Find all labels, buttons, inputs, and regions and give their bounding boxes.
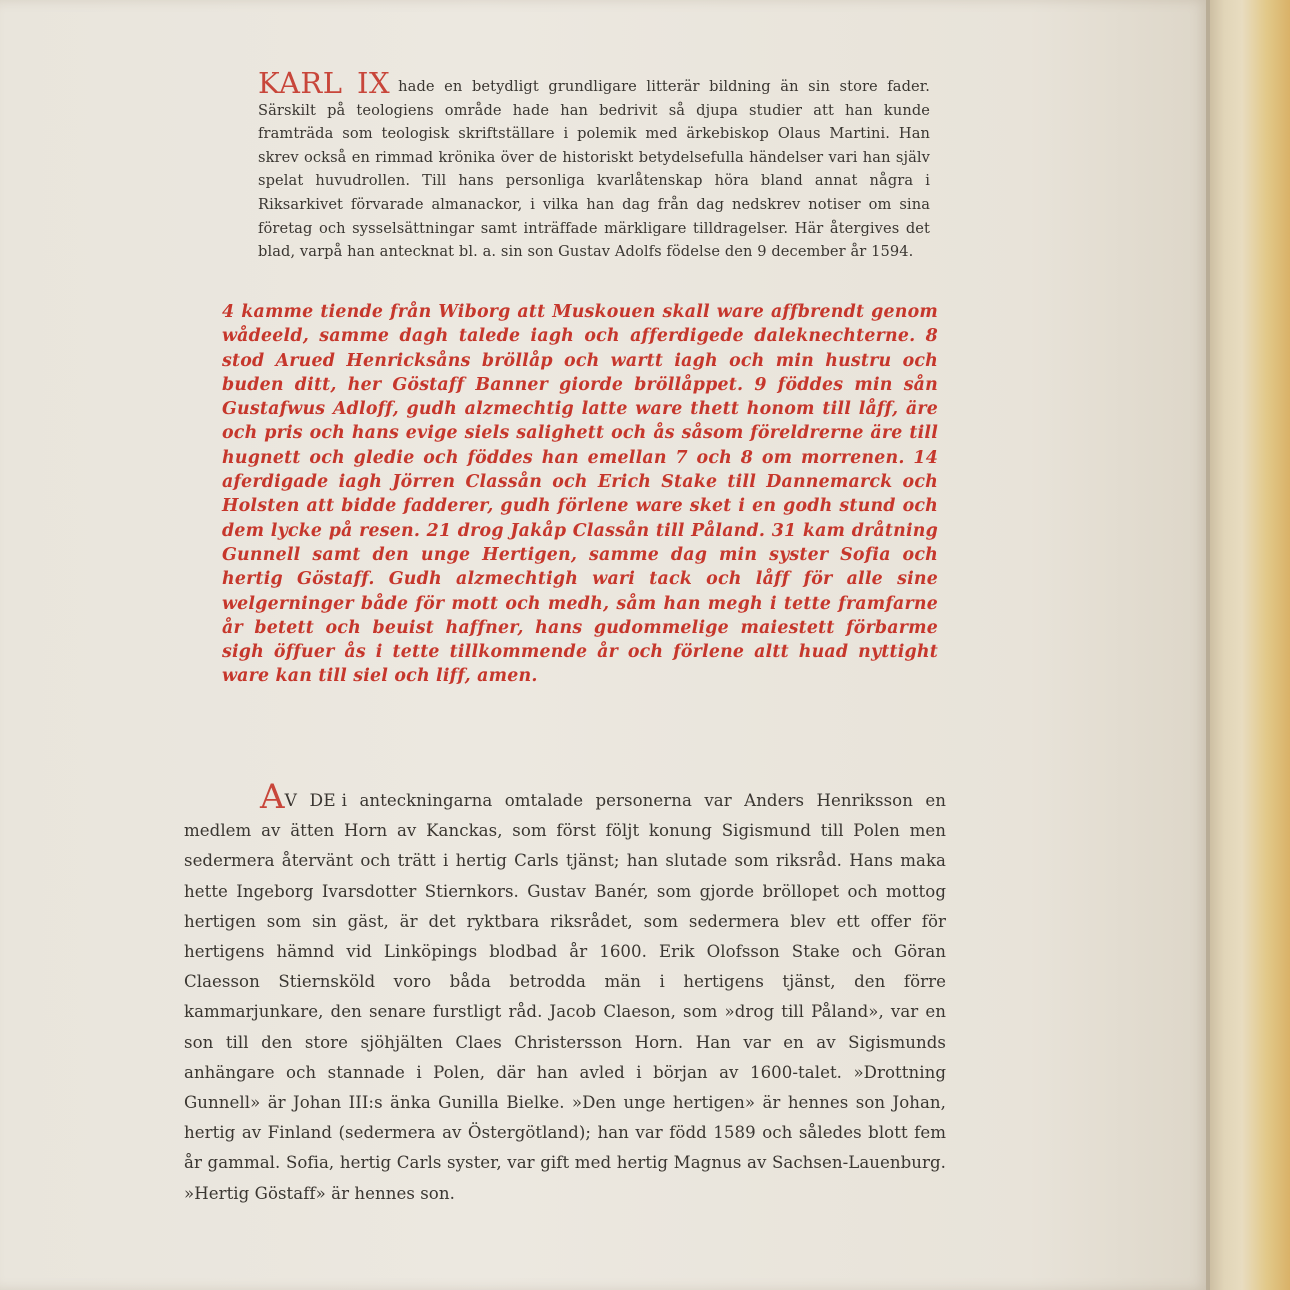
notes-paragraph: [184, 777, 947, 1209]
intro-initial-heading: KARL IX: [258, 66, 391, 100]
notes-lead-words: V DE: [284, 791, 336, 811]
book-spine: [1210, 0, 1290, 1290]
intro-paragraph: [258, 66, 930, 264]
notes-text: i anteckningarna omtalade personerna var Anders Henriksson en medlem av ätten Horn av Kanckas, som först följt konung Sigismund till Polen men sedermera återvänt och trätt i hertig Carls tjänst; han slutade som riksråd. Hans maka hette Ingeborg Ivarsdotter Stiernkors. Gustav Banér, som gjorde bröllopet och mottog hertigen som sin gäst, är det ryktbara riksrådet, som sedermera blev ett offer för hertigens hämnd vid Linköpings blodbad år 1600. Erik Olofsson Stake och Göran Claesson Stiernsköld voro båda betrodda män i hertigens tjänst, den förre kammarjunkare, den senare furstligt råd. Jacob Claeson, som »drog till Påland», var en son till den store sjöhjälten Claes Christersson Horn. Han var en av Sigismunds anhängare och stannade i Polen, där han avled i början av 1600-talet. »Drottning Gunnell» är Johan III:s änka Gunilla Bielke. »Den unge hertigen» är hennes son Johan, hertig av Finland (sedermera av Östergötland); han var född 1589 och således blott fem år gammal. Sofia, hertig Carls syster, var gift med hertig Magnus av Sachsen-Lauenburg. »Hertig Göstaff» är hennes son.: [184, 791, 947, 1203]
intro-text: hade en betydligt grundligare litterär bildning än sin store fader. Särskilt på teologiens område hade han bedrivit så djupa studier att han kunde framträda som teologisk skriftställare i polemik med ärkebiskop Olaus Martini. Han skrev också en rimmad krönika över de historiskt betydelsefulla händelser vari han själv spelat huvudrollen. Till hans personliga kvarlåtenskap höra bland annat några i Riksarkivet förvarade almanackor, i vilka han dag från dag nedskrev notiser om sina företag och sysselsättningar samt inträffade märkligare tilldragelser. Här återgives det blad, varpå han antecknat bl. a. sin son Gustav Adolfs födelse den 9 december år 1594.: [258, 78, 930, 261]
notes-drop-cap: A: [260, 777, 285, 817]
almanac-transcript: 4 kamme tiende från Wiborg att Muskouen skall ware affbrendt genom wådeeld, samme dagh talede iagh och afferdigede daleknechterne. 8 stod Arued Henricksåns bröllåp och wartt iagh och min hustru och buden ditt, her Göstaff Banner giorde bröllåppet. 9 föddes min sån Gustafwus Adloff, gudh alzmechtig latte ware thett honom till låff, äre och pris och hans evige siels salighett och ås såsom föreldrerne äre till hugnett och gledie och föddes han emellan 7 och 8 om morrenen. 14 aferdigade iagh Jörren Classån och Erich Stake till Dannemarck och Holsten att bidde fadderer, gudh förlene ware sket i en godh stund och dem lycke på resen. 21 drog Jakåp Classån till Påland. 31 kam dråtning Gunnell samt den unge Hertigen, samme dag min syster Sofia och hertig Göstaff. Gudh alzmechtigh wari tack och låff för alle sine welgerninger både för mott och medh, såm han megh i tette framfarne år betett och beuist haffner, hans gudommelige maiestett förbarme sigh öffuer ås i tette tillkommende år och förlene altt huad nyttight ware kan till siel och liff, amen.: [222, 302, 938, 687]
